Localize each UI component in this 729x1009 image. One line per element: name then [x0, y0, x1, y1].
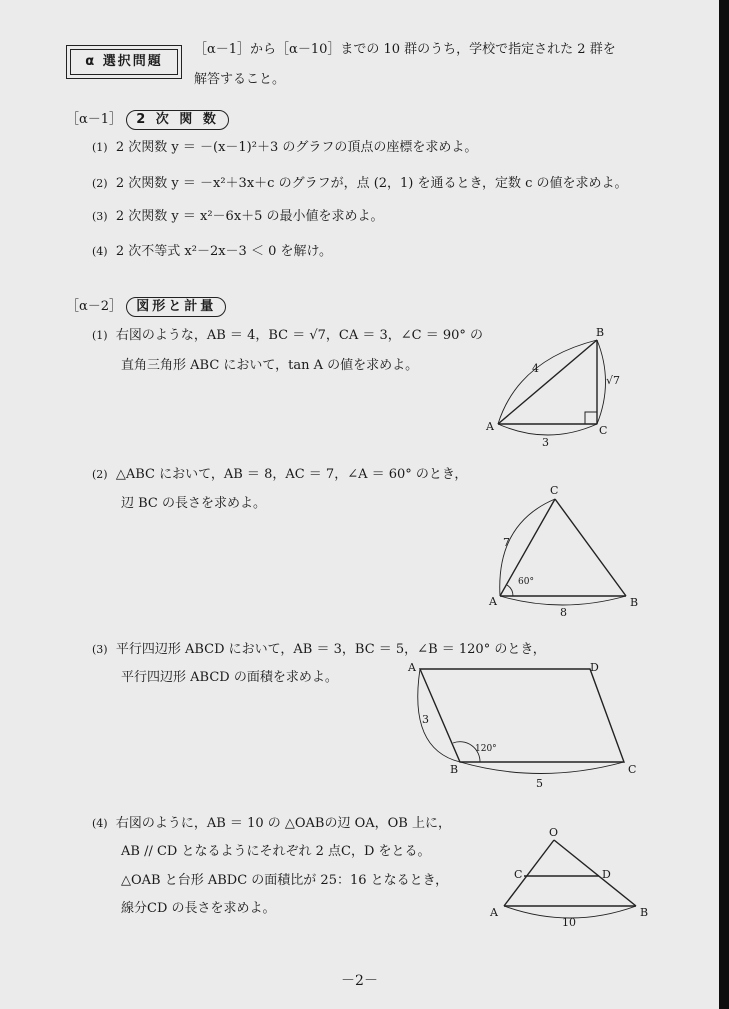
p4-line-3: △OAB と台形 ABDC の面積比が 25：16 となるとき，: [121, 873, 449, 888]
item-text: 平行四辺形 ABCD において，AB ＝ 3，BC ＝ 5，∠B ＝ 120° のとき，: [115, 642, 546, 657]
item-number: (2): [92, 177, 108, 190]
item-number: (1): [92, 329, 108, 342]
section1-item-1: [92, 138, 477, 158]
label-c: C: [628, 763, 637, 776]
item-number: (4): [92, 817, 108, 830]
item-number: (3): [92, 643, 108, 656]
item-text: 右図のように，AB ＝ 10 の △OABの辺 OA，OB 上に，: [115, 816, 451, 831]
section1-heading: [66, 110, 229, 130]
item-text: 2 次関数 y ＝ －(x－1)²＋3 のグラフの頂点の座標を求めよ。: [115, 140, 478, 155]
section2-badge: 図形と計量: [126, 297, 226, 317]
angle-arc: [507, 585, 513, 596]
figure-triangle-60: [482, 482, 642, 622]
item-text: 2 次関数 y ＝ x²－6x＋5 の最小値を求めよ。: [115, 209, 384, 224]
label-bc: √7: [606, 374, 621, 387]
section1-label: ［α－1］: [66, 112, 123, 127]
page-number: －2－: [341, 973, 378, 989]
figure-trapezoid-triangle: [484, 826, 659, 936]
label-angle: 60°: [518, 577, 534, 587]
alpha-selection-label: α 選択問題: [70, 49, 178, 75]
p3-line-2: 平行四辺形 ABCD の面積を求めよ。: [121, 670, 338, 685]
section2-label: ［α－2］: [66, 299, 123, 314]
label-b: B: [630, 596, 639, 609]
alpha-selection-box: [66, 45, 182, 79]
label-o: O: [549, 826, 559, 839]
intro-line-2: 解答すること。: [194, 72, 286, 87]
label-ab: 3: [422, 713, 429, 726]
label-ac: 7: [503, 536, 510, 549]
p4-line-4: 線分CD の長さを求めよ。: [121, 901, 276, 916]
section2-heading: [66, 297, 226, 317]
label-a: A: [489, 595, 497, 608]
arc-bc: [460, 762, 624, 774]
p2-line-2: 辺 BC の長さを求めよ。: [121, 496, 267, 511]
label-ca: 3: [542, 436, 549, 449]
item-number: (1): [92, 141, 108, 154]
label-a: A: [408, 661, 416, 674]
right-angle-mark: [585, 412, 597, 424]
label-d: D: [602, 868, 611, 881]
item-number: (3): [92, 210, 108, 223]
intro-line-1: ［α－1］から［α－10］までの 10 群のうち，学校で指定された 2 群を: [194, 42, 616, 57]
label-a: A: [490, 906, 498, 919]
p1-line-1: [92, 326, 483, 346]
label-ab: 10: [562, 916, 576, 929]
label-b: B: [640, 906, 649, 919]
label-bc: 5: [536, 777, 543, 790]
arc-ca: [498, 424, 597, 435]
label-c: C: [599, 424, 608, 437]
label-d: D: [590, 661, 599, 674]
item-number: (2): [92, 468, 108, 481]
figure-right-triangle: [480, 322, 630, 452]
label-ab: 4: [532, 362, 539, 375]
item-text: △ABC において，AB ＝ 8，AC ＝ 7，∠A ＝ 60° のとき，: [115, 467, 468, 482]
section1-item-3: [92, 207, 384, 227]
section1-item-4: [92, 242, 332, 262]
figure-parallelogram: [400, 655, 645, 795]
p4-line-2: AB // CD となるようにそれぞれ 2 点C，D をとる。: [121, 844, 431, 859]
label-b: B: [596, 326, 605, 339]
item-text: 2 次不等式 x²－2x－3 ＜ 0 を解け。: [115, 244, 332, 259]
arc-bc: [597, 340, 606, 424]
section1-badge: 2 次 関 数: [126, 110, 229, 130]
label-a: A: [486, 420, 494, 433]
section1-item-2: [92, 174, 628, 194]
label-c: C: [514, 868, 523, 881]
p2-line-1: [92, 465, 467, 485]
p1-line-2: 直角三角形 ABC において，tan A の値を求めよ。: [121, 358, 419, 373]
item-text: 2 次関数 y ＝ －x²＋3x＋c のグラフが，点 (2，1) を通るとき，定数 c の値を求めよ。: [115, 176, 628, 191]
label-c: C: [550, 484, 559, 497]
label-ab: 8: [560, 606, 567, 619]
p4-line-1: [92, 814, 451, 834]
label-angle: 120°: [475, 744, 497, 754]
item-number: (4): [92, 245, 108, 258]
item-text: 右図のような，AB ＝ 4，BC ＝ √7，CA ＝ 3，∠C ＝ 90° の: [115, 328, 484, 343]
arc-ab: [500, 596, 626, 605]
side-ab: [498, 340, 597, 424]
label-b: B: [450, 763, 459, 776]
